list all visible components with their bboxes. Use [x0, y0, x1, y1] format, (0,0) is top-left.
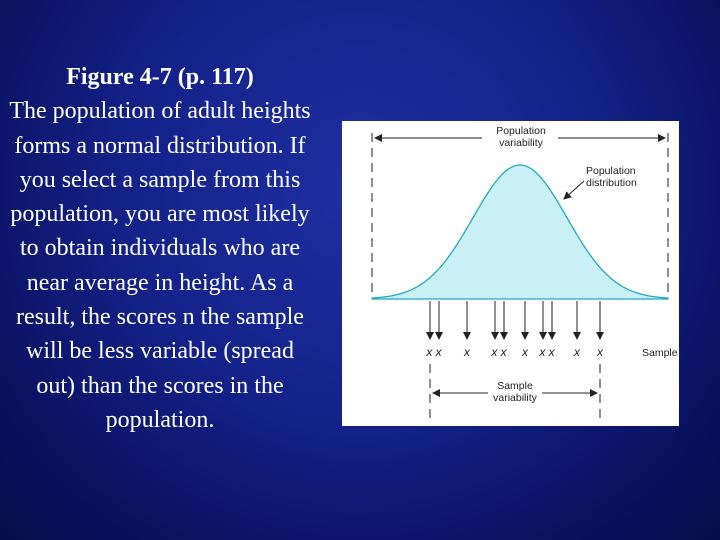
figure-title: Figure 4-7 (p. 117)	[66, 64, 254, 90]
sample-mark: x x	[491, 345, 507, 359]
sample-mark: x x	[426, 345, 442, 359]
figure-description: The population of adult heights forms a normal distribution. If you select a sample from this population, you are most likely to obtain individuals who are near average in height. As a result, the scores n the sample will be less variable (spread out) than the scores in the population.	[9, 98, 311, 433]
sample-arrows	[430, 301, 600, 339]
sample-mark: x	[464, 345, 470, 359]
slide-caption	[6, 60, 314, 437]
population-variability-label-2: variability	[499, 137, 543, 149]
sample-variability-label-1: Sample	[497, 380, 533, 392]
sample-mark: x	[522, 345, 528, 359]
population-distribution-label-2: distribution	[586, 177, 637, 189]
sample-mark: x	[574, 345, 580, 359]
figure-canvas	[342, 121, 679, 426]
sample-label: Sample	[642, 347, 678, 359]
population-distribution-pointer	[564, 181, 584, 199]
sample-mark: x x	[539, 345, 555, 359]
population-distribution-label-1: Population	[586, 165, 636, 177]
normal-distribution-figure	[342, 121, 679, 426]
sample-mark: x	[597, 345, 603, 359]
sample-variability-label-2: variability	[493, 392, 537, 404]
population-variability-label-1: Population	[496, 125, 546, 137]
